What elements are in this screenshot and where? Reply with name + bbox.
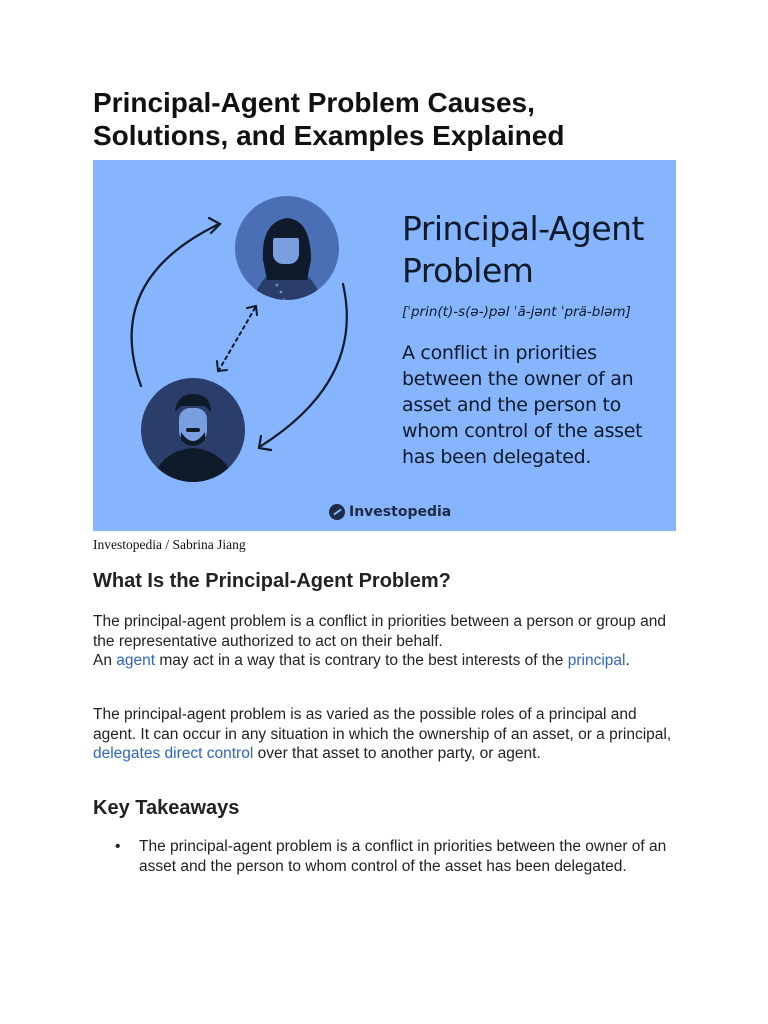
principal-link[interactable]: principal: [567, 652, 626, 669]
double-arrow-icon: [217, 306, 257, 371]
investopedia-logo-icon: [329, 504, 345, 520]
paragraph-1-text-2: An: [93, 652, 117, 669]
delegates-direct-control-link[interactable]: delegates direct control: [93, 745, 254, 762]
bullet-icon: •: [115, 838, 121, 855]
hero-title: [402, 208, 672, 292]
hero-image: [93, 160, 676, 531]
paragraph-2: [93, 705, 677, 764]
paragraph-1: [93, 612, 677, 671]
paragraph-1-text: The principal-agent problem is a conflict in priorities between a person or group and the representative authorized to act on their behalf.: [93, 613, 666, 650]
agent-link[interactable]: agent: [116, 652, 156, 669]
page-title: [93, 86, 677, 152]
page-title-line-1: Principal-Agent Problem Causes,: [93, 87, 535, 118]
takeaway-text: The principal-agent problem is a conflict in priorities between the owner of an asset and the person to whom control of the asset has been delegated.: [139, 838, 667, 875]
section-heading: What Is the Principal-Agent Problem?: [93, 570, 451, 592]
hero-pronunciation: [ˈprin(t)-s(ə-)pəl ˈā-jənt ˈprä-bləm]: [402, 304, 631, 320]
man-avatar-icon: [141, 378, 245, 490]
page-title-line-2: Solutions, and Examples Explained: [93, 120, 565, 151]
hero-definition: A conflict in priorities between the owner of an asset and the person to whom control of the asset has been delegated.: [402, 342, 643, 468]
list-item: [93, 837, 677, 876]
image-caption: Investopedia / Sabrina Jiang: [93, 537, 246, 552]
brand-name: Investopedia: [349, 504, 452, 520]
paragraph-2-text-2: over that asset to another party, or agent.: [253, 745, 541, 762]
woman-avatar-icon: [235, 196, 339, 320]
paragraph-2-text: The principal-agent problem is as varied as the possible roles of a principal and agent. It can occur in any situation in which the ownership of an asset, or a principal,: [93, 706, 672, 743]
hero-title-line-2: Problem: [402, 251, 534, 290]
key-takeaways-list: [93, 837, 677, 876]
paragraph-1-text-4: .: [625, 652, 630, 669]
key-takeaways-heading: Key Takeaways: [93, 797, 240, 819]
hero-title-line-1: Principal-Agent: [402, 209, 644, 248]
brand-logo: [329, 504, 451, 520]
paragraph-1-text-3: may act in a way that is contrary to the best interests of the: [155, 652, 568, 669]
